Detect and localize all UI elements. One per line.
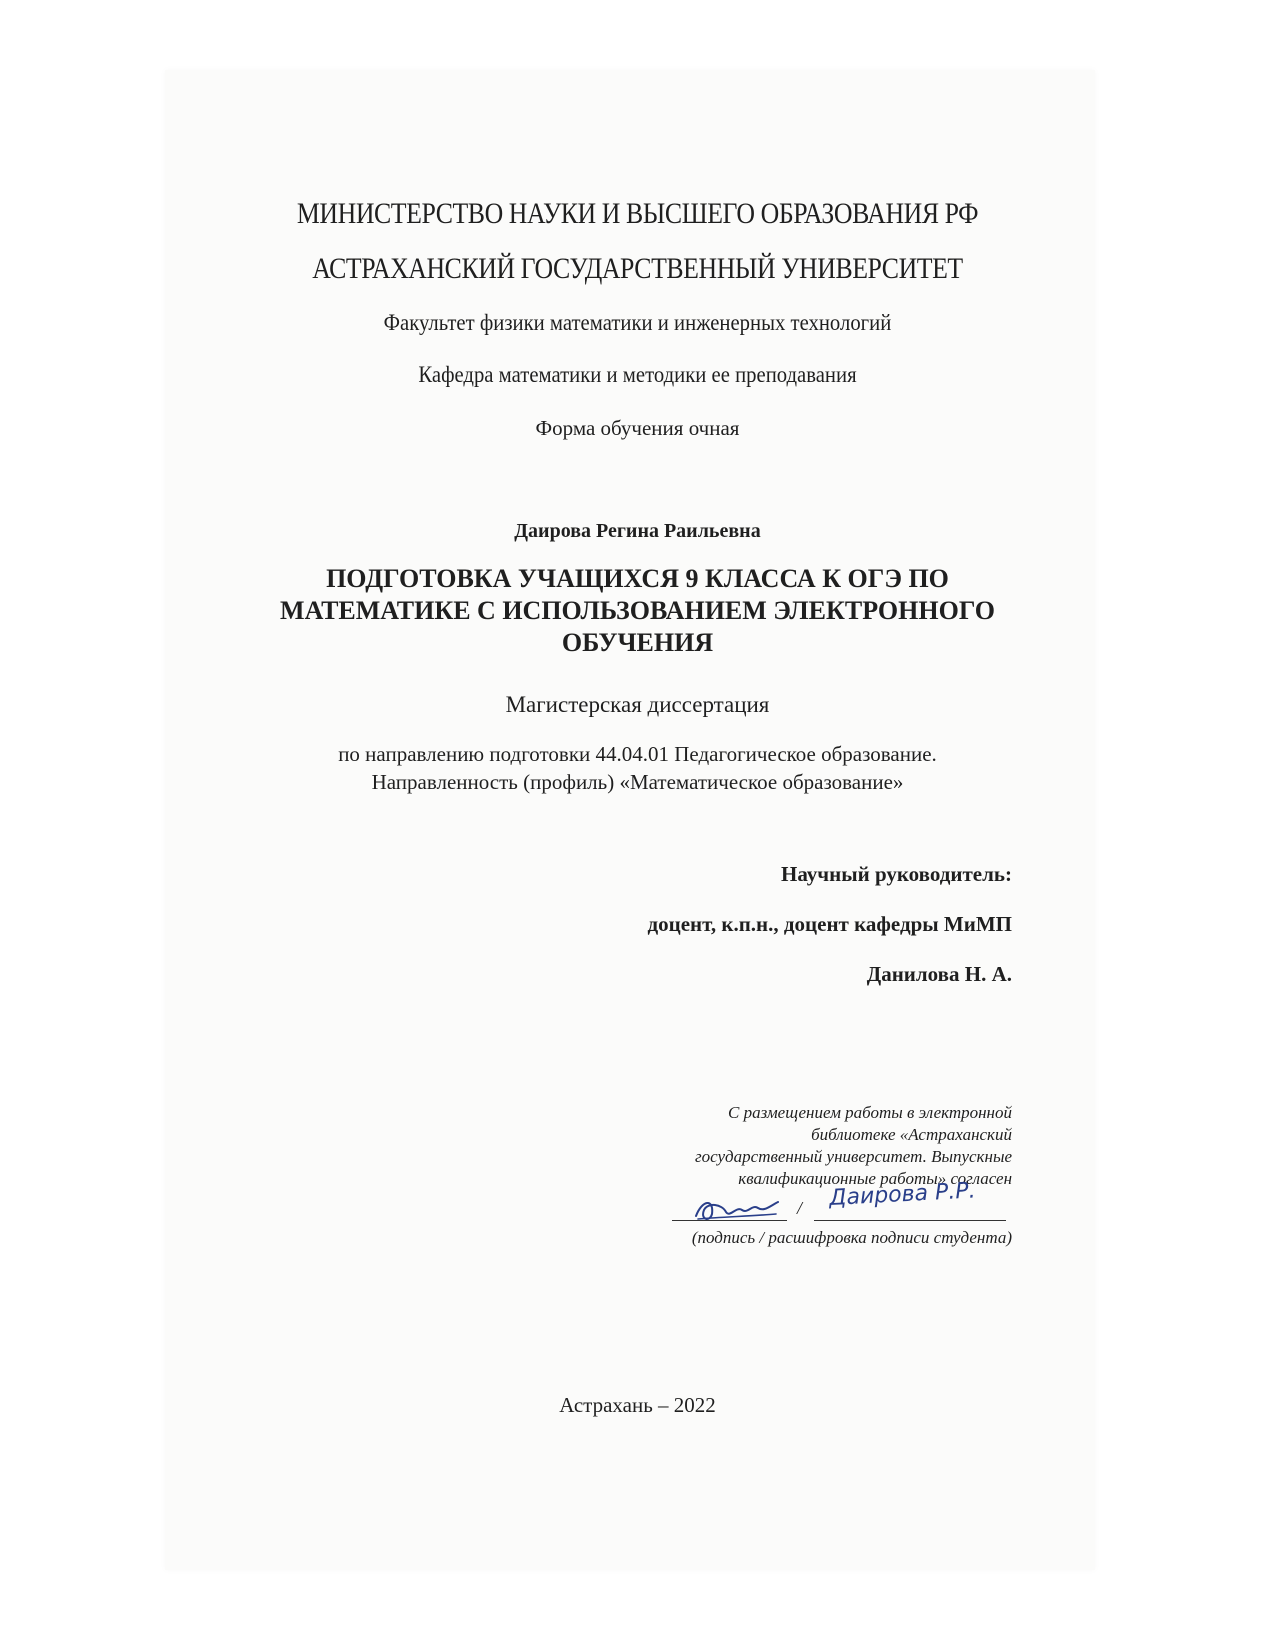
city-year: Астрахань – 2022 <box>559 1393 716 1417</box>
signature-decode: Даирова Р.Р. <box>828 1178 977 1211</box>
study-profile: Направленность (профиль) «Математическое образование» <box>371 770 904 794</box>
supervisor-label: Научный руководитель: <box>781 862 1012 886</box>
signature-decode-line <box>814 1220 1006 1221</box>
student-signature <box>692 1192 782 1224</box>
university-name: АСТРАХАНСКИЙ ГОСУДАРСТВЕННЫЙ УНИВЕРСИТЕТ <box>312 252 963 285</box>
study-form: Форма обучения очная <box>535 416 740 440</box>
ministry-name: МИНИСТЕРСТВО НАУКИ И ВЫСШЕГО ОБРАЗОВАНИЯ РФ <box>296 197 979 230</box>
author-name: Даирова Регина Раильевна <box>514 520 761 542</box>
consent-line: библиотеке «Астраханский <box>811 1125 1012 1144</box>
signature-separator: / <box>797 1198 803 1218</box>
supervisor-position: доцент, к.п.н., доцент кафедры МиМП <box>647 912 1012 936</box>
thesis-title-line: ОБУЧЕНИЯ <box>561 628 714 657</box>
paper-sheet <box>165 70 1095 1570</box>
consent-line: квалификационные работы» согласен <box>738 1169 1012 1188</box>
consent-line: государственный университет. Выпускные <box>695 1147 1012 1166</box>
supervisor-name: Данилова Н. А. <box>866 962 1012 986</box>
study-direction: по направлению подготовки 44.04.01 Педагогическое образование. <box>338 742 937 766</box>
department-name: Кафедра математики и методики ее преподавания <box>418 362 857 387</box>
thesis-title <box>0 563 1275 659</box>
faculty-name: Факультет физики математики и инженерных технологий <box>383 310 892 335</box>
library-consent <box>652 1102 1012 1190</box>
thesis-title-line: МАТЕМАТИКЕ С ИСПОЛЬЗОВАНИЕМ ЭЛЕКТРОННОГО <box>280 596 995 625</box>
signature-caption: (подпись / расшифровка подписи студента) <box>691 1228 1012 1247</box>
consent-line: С размещением работы в электронной <box>728 1103 1012 1122</box>
work-type: Магистерская диссертация <box>505 692 770 717</box>
thesis-title-line: ПОДГОТОВКА УЧАЩИХСЯ 9 КЛАССА К ОГЭ ПО <box>326 564 949 593</box>
